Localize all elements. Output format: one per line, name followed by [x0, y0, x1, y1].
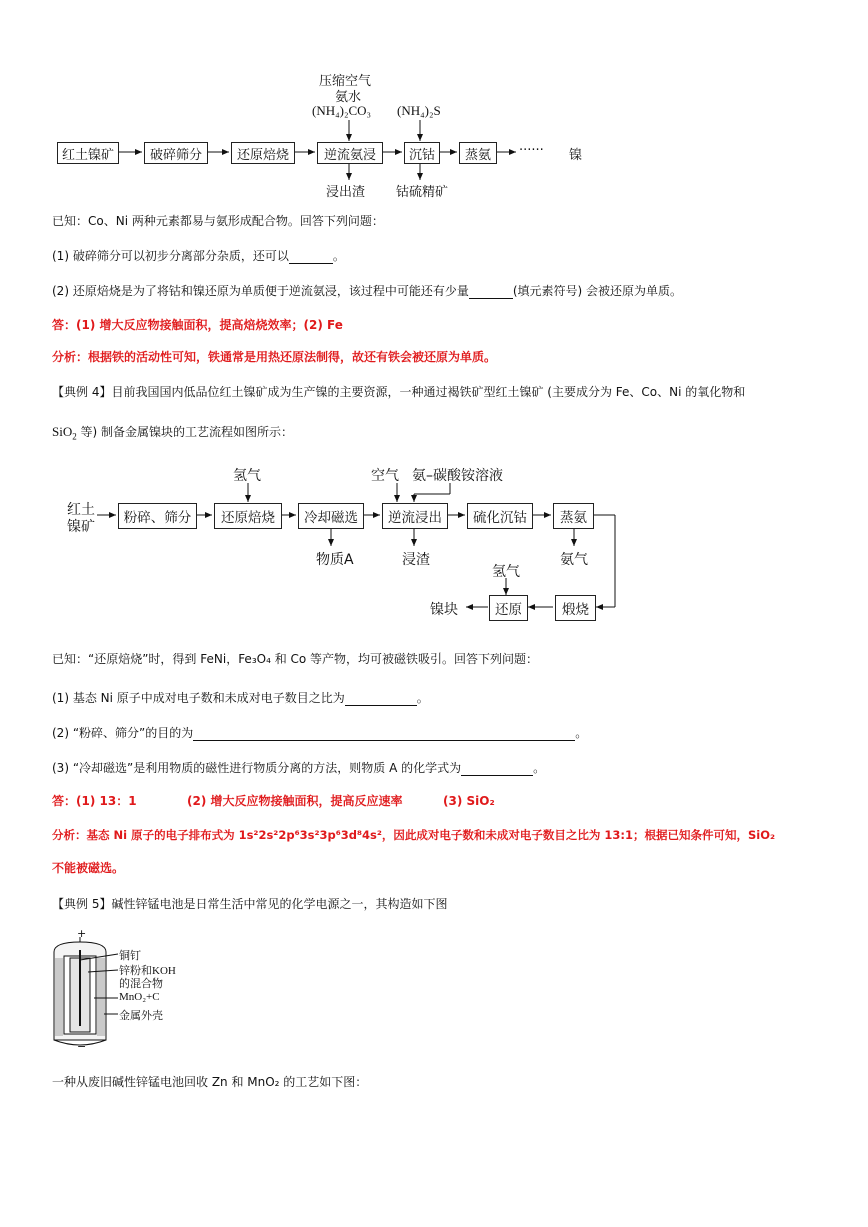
flow2-feed-2: 镍矿 — [67, 519, 95, 535]
flow1-step-roast: 还原焙烧 — [231, 142, 295, 164]
flow2-out-substance-a: 物质A — [316, 552, 354, 568]
flow2-product-nickel-block: 镍块 — [430, 602, 458, 618]
example-5-intro: 【典例 5】碱性锌锰电池是日常生活中常见的化学电源之一，其构造如下图 — [52, 897, 448, 911]
flow2-reduce-in-hydrogen: 氢气 — [492, 564, 520, 580]
question-2-end: (填元素符号) 会被还原为单质。 — [512, 284, 683, 298]
flow1-ellipsis: ······ — [519, 143, 544, 158]
flow2-step-roast: 还原焙烧 — [214, 503, 282, 529]
flow2-in-hydrogen: 氢气 — [233, 468, 261, 484]
example-4-question-3-text: (3) “冷却磁选”是利用物质的磁性进行物质分离的方法，则物质 A 的化学式为 — [52, 761, 462, 775]
example-4-question-2-text: (2) “粉碎、筛分”的目的为 — [52, 726, 194, 740]
flow1-step-ammonia-distill: 蒸氨 — [459, 142, 497, 164]
flow1-step-crush: 破碎筛分 — [144, 142, 208, 164]
flow1-out-residue: 浸出渣 — [326, 185, 366, 200]
sio2-subscript: 2 — [72, 431, 77, 442]
battery-positive-sign: + — [77, 927, 87, 940]
battery-label-copper-nail: 铜钉 — [119, 950, 141, 962]
battery-label-mno2-c: MnO₂+C — [119, 991, 160, 1003]
flow2-step-calcine: 煅烧 — [555, 595, 596, 621]
example-5-process-intro: 一种从废旧碱性锌锰电池回收 Zn 和 MnO₂ 的工艺如下图： — [52, 1075, 368, 1089]
battery-label-metal-shell: 金属外壳 — [119, 1010, 163, 1022]
flow1-step-leach: 逆流氨浸 — [317, 142, 383, 164]
flow2-step-leach: 逆流浸出 — [382, 503, 448, 529]
example-4-question-1-text: (1) 基态 Ni 原子中成对电子数和未成对电子数目之比为 — [52, 691, 345, 705]
flow2-step-crush: 粉碎、筛分 — [118, 503, 197, 529]
example-4-intro: 【典例 4】目前我国国内低品位红土镍矿成为生产镍的主要资源，一种通过褐铁矿型红土镍矿 (主要成分为 Fe、Co、Ni 的氧化物和 — [52, 385, 746, 399]
analysis-1: 分析：根据铁的活动性可知，铁通常是用热还原法制得，故还有铁会被还原为单质。 — [52, 350, 497, 364]
reagent-ammonia-water: 氨水 — [335, 90, 362, 105]
known-condition-2: 已知：“还原焙烧”时，得到 FeNi，Fe₃O₄ 和 Co 等产物，均可被磁铁吸引。回答下列问题： — [52, 652, 539, 666]
flow2-feed-1: 红土 — [67, 502, 95, 518]
flow2-out-residue: 浸渣 — [402, 552, 430, 568]
reagent-ammonium-carbonate: (NH₄)₂CO₃ — [312, 103, 372, 118]
flow2-step-sulfide: 硫化沉钴 — [467, 503, 533, 529]
question-1-end: 。 — [332, 249, 345, 263]
flow1-step-cobalt-precip: 沉钴 — [404, 142, 440, 164]
battery-label-mixture: 的混合物 — [119, 978, 163, 990]
question-2-text: (2) 还原焙烧是为了将钴和镍还原为单质便于逆流氨浸，该过程中可能还有少量 — [52, 284, 469, 298]
example-4-answer-3: (3) SiO₂ — [443, 794, 495, 808]
example-4-question-2-end: 。 — [575, 726, 588, 740]
example-4-question-1-end: 。 — [416, 691, 429, 705]
battery-negative-sign: − — [77, 1040, 87, 1053]
known-condition-1: 已知：Co、Ni 两种元素都易与氨形成配合物。回答下列问题： — [52, 214, 384, 228]
example-4-analysis-1: 分析：基态 Ni 原子的电子排布式为 1s²2s²2p⁶3s²3p⁶3d⁸4s²，因此成对电子数和未成对电子数目之比为 13:1；根据已知条件可知，SiO₂ — [52, 828, 776, 842]
example-4-analysis-2: 不能被磁选。 — [52, 861, 125, 875]
flow2-in-air: 空气 — [371, 468, 399, 484]
battery-label-zinc-koh: 锌粉和KOH — [119, 965, 176, 977]
question-1-text: (1) 破碎筛分可以初步分离部分杂质，还可以 — [52, 249, 289, 263]
flow2-step-magnetic: 冷却磁选 — [298, 503, 364, 529]
flow2-step-reduce: 还原 — [489, 595, 528, 621]
example-4-answer-1: 答：(1) 13：1 — [52, 794, 137, 808]
flow1-product-nickel: 镍 — [569, 148, 583, 163]
flow1-step-ore: 红土镍矿 — [57, 142, 119, 164]
reagent-compressed-air: 压缩空气 — [319, 74, 372, 89]
reagent-ammonium-sulfide: (NH₄)₂S — [397, 103, 441, 118]
example-4-intro-rest: 等) 制备金属镍块的工艺流程如图所示： — [76, 425, 294, 439]
answer-1: 答：(1) 增大反应物接触面积，提高焙烧效率；(2) Fe — [52, 318, 343, 332]
sio2-formula: SiO — [52, 424, 73, 439]
flow2-out-ammonia: 氨气 — [560, 552, 588, 568]
flow2-in-ammonia-solution: 氨–碳酸铵溶液 — [412, 468, 503, 484]
flow1-out-cobalt-sulfide: 钴硫精矿 — [396, 185, 449, 200]
flow2-step-distill: 蒸氨 — [553, 503, 594, 529]
example-4-answer-2: (2) 增大反应物接触面积，提高反应速率 — [187, 794, 403, 808]
example-4-question-3-end: 。 — [533, 761, 546, 775]
